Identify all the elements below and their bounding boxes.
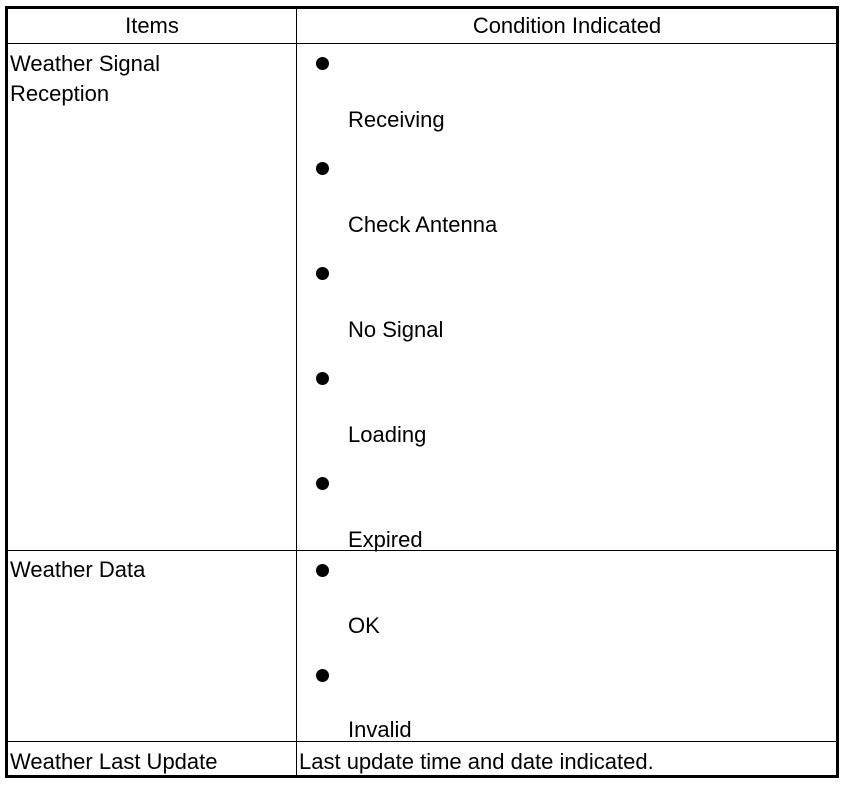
condition-label: Check Antenna [348, 212, 498, 237]
bullet-icon [316, 477, 329, 490]
condition-label: Loading [348, 422, 427, 447]
item-label-line: Weather Signal [10, 51, 161, 76]
condition-label: No Signal [348, 317, 444, 342]
header-divider [8, 43, 836, 44]
condition-label: Receiving [348, 107, 445, 132]
bullet-icon [316, 669, 329, 682]
condition-label: OK [348, 613, 380, 638]
bullet-icon [316, 564, 329, 577]
condition-label: Expired [348, 527, 423, 552]
bullet-icon [316, 57, 329, 70]
header-items: Items [125, 13, 179, 38]
bullet-icon [316, 267, 329, 280]
column-divider [296, 9, 297, 775]
conditions-table [5, 6, 839, 778]
header-condition: Condition Indicated [472, 13, 662, 38]
item-label-line: Weather Last Update [10, 749, 218, 774]
row-divider [8, 741, 836, 742]
bullet-icon [316, 162, 329, 175]
condition-label: Invalid [348, 717, 412, 742]
bullet-icon [316, 372, 329, 385]
item-label-line: Reception [10, 81, 110, 106]
item-label-line: Weather Data [10, 557, 146, 582]
condition-text: Last update time and date indicated. [299, 749, 654, 774]
